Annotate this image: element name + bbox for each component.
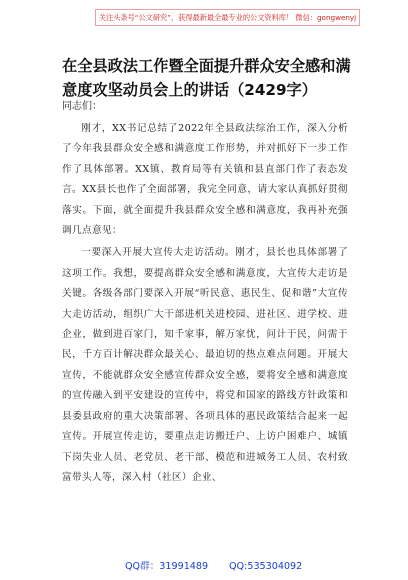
paragraph-2: 一要深入开展大宣传大走访活动。刚才，县长也具体部署了这项工作。我想，要提高群众安全感和满意度，大宣传大走访是关键。各级各部门要深入开展“听民意、惠民生、促和谐”大宣传大走访活动，组织广大干部进机关进校园、进社区、进学校、进企业，做到进百家门，知千家事，解万家忧，问计于民，问需于民，千方百计解决群众最关心、最迫切的热点难点问题。开展大宣传，不能就群众安全感宣传群众安全感，要将安全感和满意度的宣传融入到平安建设的宣传中，将党和国家的路线方针政策和县委县政府的重大决策部署、各项具体的惠民政策结合起来一起宣传。开展宣传走访，要重点走访搬迁户、上访户困难户、城镇下岗失业人员、老党员、老干部、模范和进城务工人员、农村致富带头人等，深入村（社区）企业、 xyxy=(62,247,348,483)
footer xyxy=(0,559,408,575)
paragraph-1: 刚才，XX书记总结了2022年全县政法综治工作，深入分析了今年我县群众安全感和满意度工作形势，并对抓好下一步工作作了具体部署。XX镇、教育局等有关镇和县直部门作了表态发言。XX县长也作了全面部署，我完全同意，请大家认真抓好贯彻落实。下面，就全面提升我县群众安全感和满意度，我再补充强调几点意见： xyxy=(62,123,348,237)
promo-banner: 关注头条号“公文研究”，获得最新最全最专业的公文资料库！ 微信：gongwenyj xyxy=(95,9,360,26)
document-title: 在全县政法工作暨全面提升群众安全感和满意度攻坚动员会上的讲话（2429字） xyxy=(62,57,351,99)
document-body xyxy=(62,119,348,488)
qq-group-number: QQ群：31991489 xyxy=(125,561,209,572)
qq-contact-number: QQ:535304092 xyxy=(229,561,303,572)
greeting: 同志们： xyxy=(62,101,102,112)
